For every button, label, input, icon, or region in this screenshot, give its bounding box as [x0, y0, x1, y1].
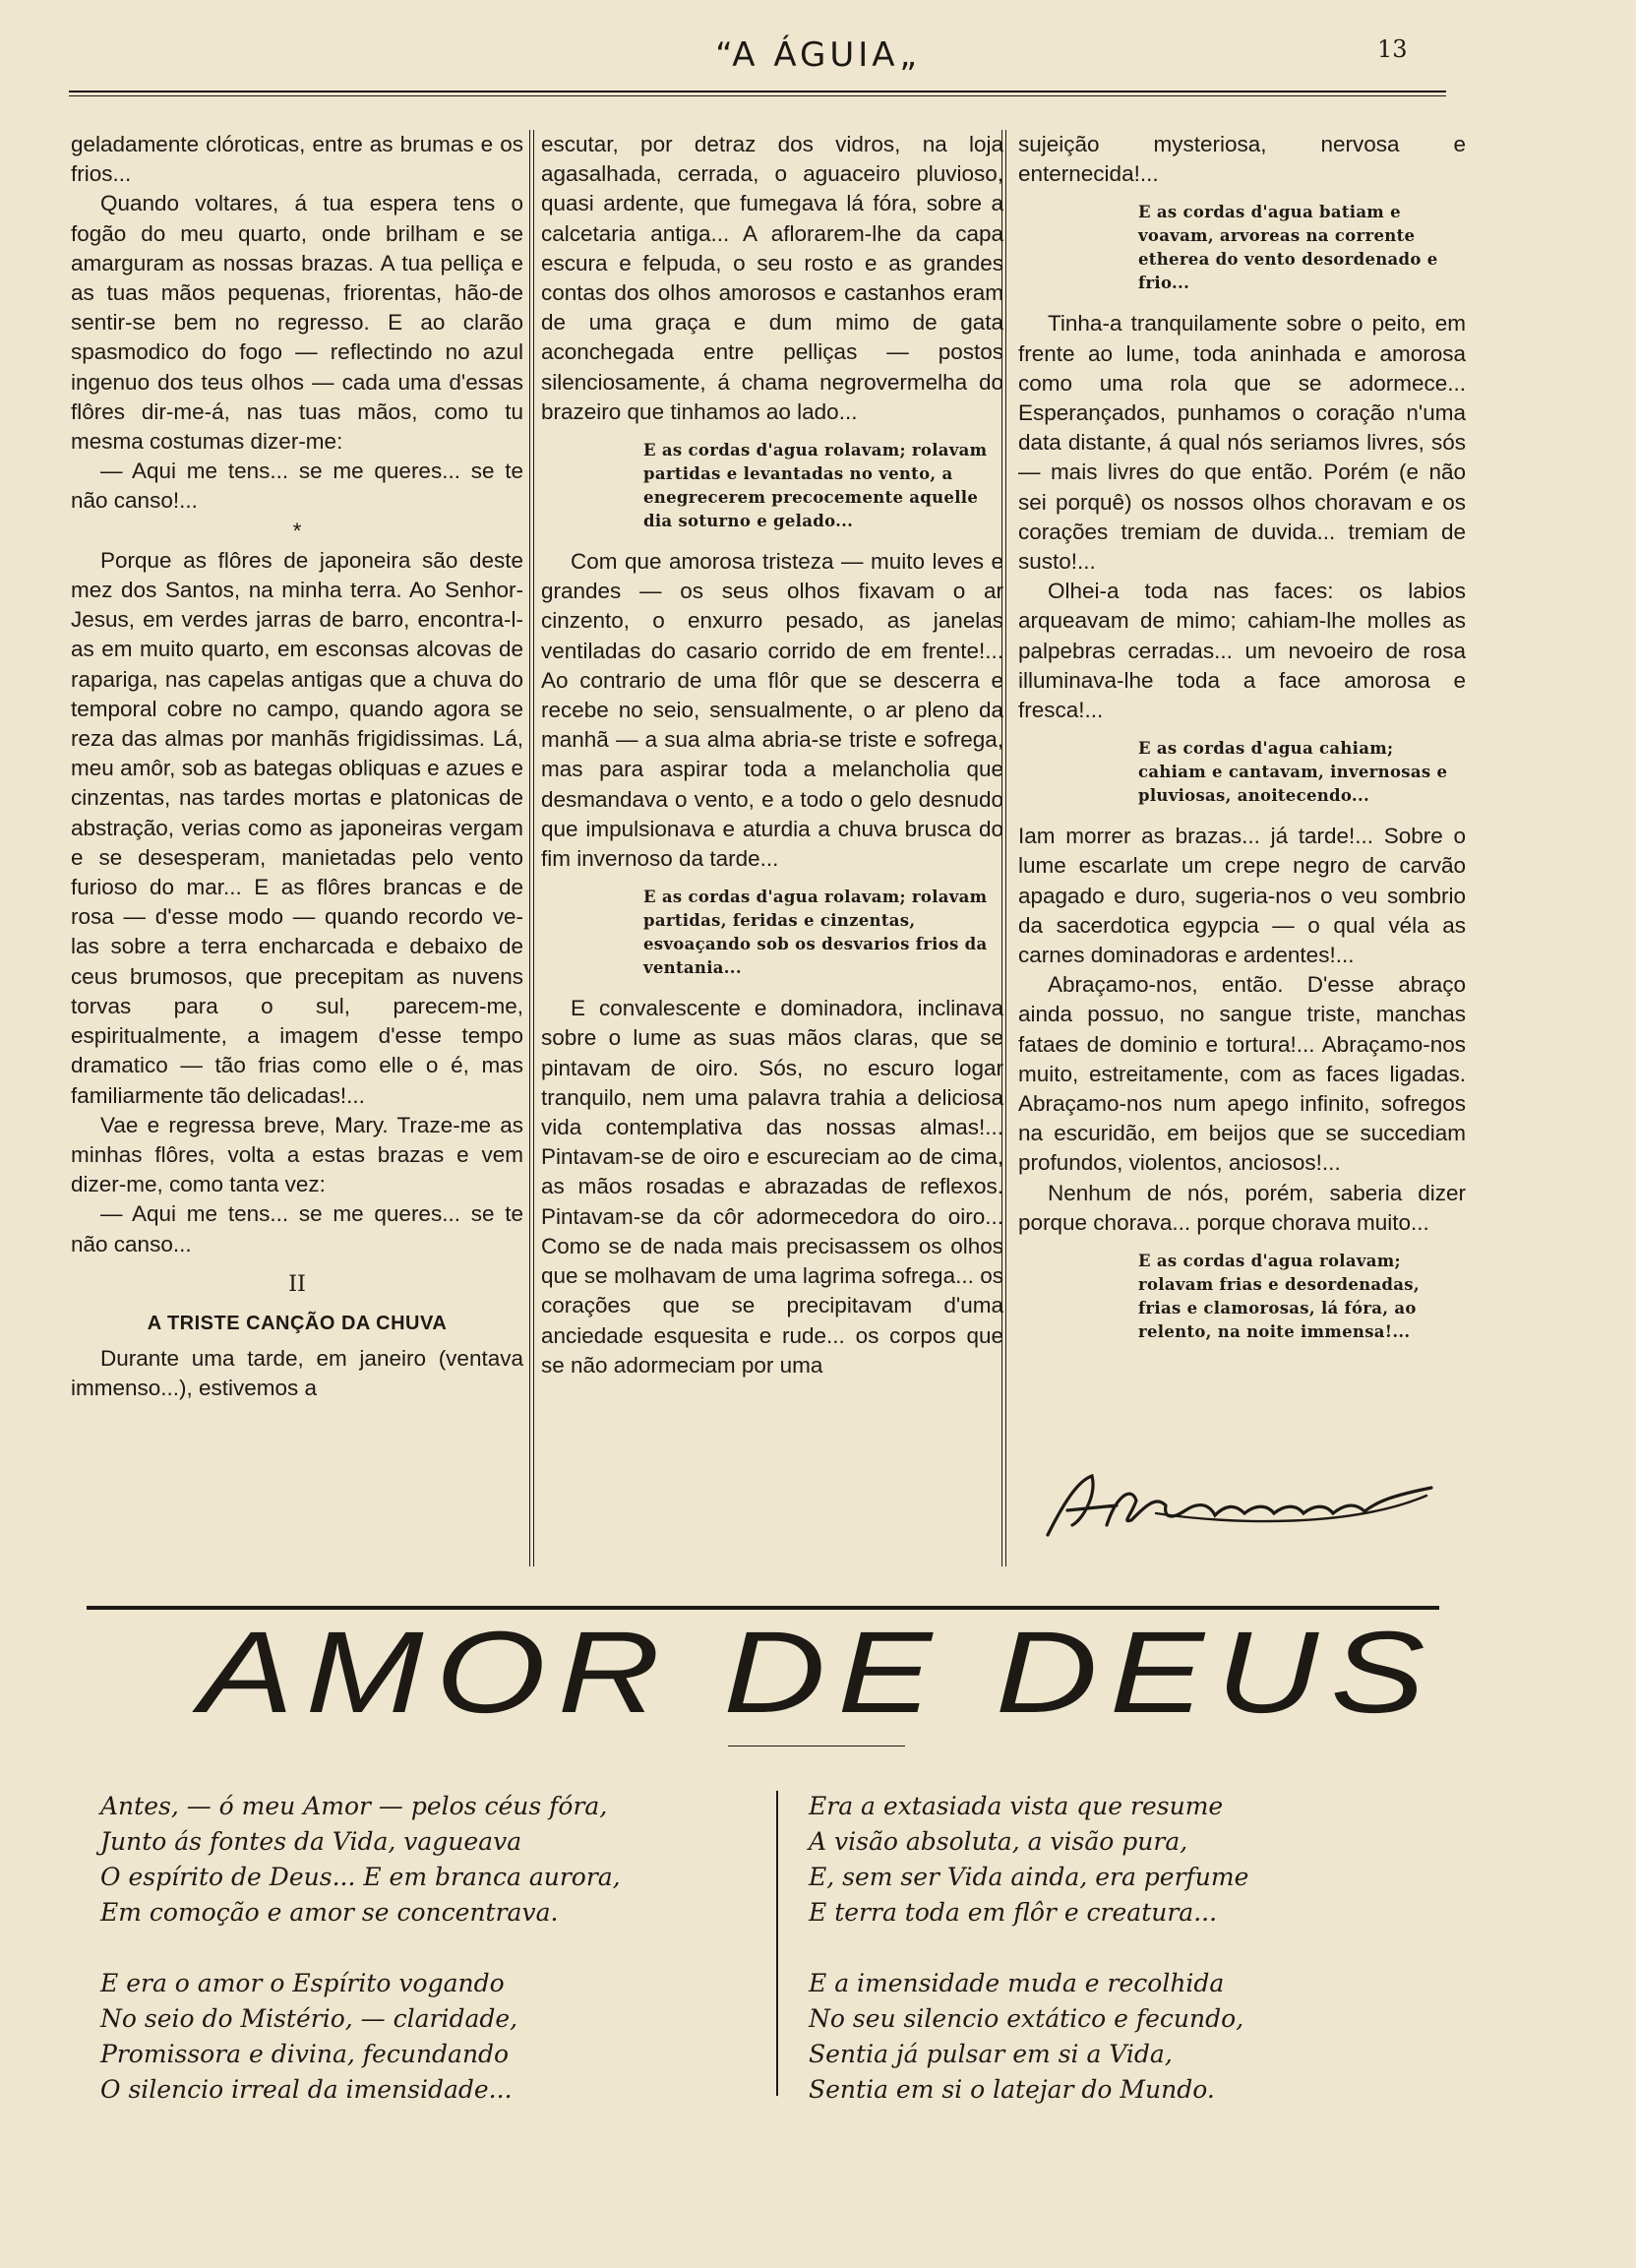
verse-line: Antes, — ó meu Amor — pelos céus fóra, — [100, 1792, 608, 1820]
poem-column-right — [809, 1789, 1248, 2143]
refrain: E as cordas d'agua rolavam; rolavam frias e desordenadas, frias e clamorosas, lá fóra, ao relento, na noite immensa!... — [1138, 1252, 1420, 1342]
verse-line: Sentia já pulsar em si a Vida, — [809, 2040, 1173, 2068]
verse-line: E terra toda em flôr e creatura... — [809, 1898, 1218, 1927]
poem-title: AMOR DE DEUS — [199, 1608, 1437, 1738]
refrain: E as cordas d'agua rolavam; rolavam partidas, feridas e cinzentas, esvoaçando sob os desvarios frios da ventania... — [643, 888, 988, 978]
verse-line: Junto ás fontes da Vida, vagueava — [100, 1827, 522, 1856]
refrain: E as cordas d'agua cahiam; cahiam e cantavam, invernosas e pluviosas, anoitecendo... — [1138, 739, 1448, 806]
section-title: A TRISTE CANÇÃO DA CHUVA — [147, 1312, 448, 1334]
stanza — [809, 1789, 1248, 1931]
verse-line: O silencio irreal da imensidade... — [100, 2075, 513, 2104]
verse-line: O espírito de Deus... E em branca aurora, — [100, 1863, 621, 1891]
asterism: * — [292, 518, 302, 543]
refrain: E as cordas d'agua batiam e voavam, arvoreas na corrente etherea do vento desordenado e frio... — [1138, 203, 1438, 293]
paragraph: Iam morrer as brazas... já tarde!... Sobre o lume escarlate um crepe negro de carvão apagado e duro, sugeria-nos o veu sombrio da sacerdotica egypcia — o qual véla as carnes dominadoras e ardentes!... — [1018, 824, 1466, 968]
page-number: 13 — [1377, 35, 1408, 63]
paragraph: Tinha-a tranquilamente sobre o peito, em frente ao lume, toda aninhada e amorosa como uma rola que se adormece... Esperançados, punhamos o coração n'uma data distante, á qual nós seriamos livres, sós — mais livres do que então. Porém (e não sei porquê) os nossos olhos choravam e os corações tremiam de duvida... tremiam de susto!... — [1018, 311, 1466, 575]
paragraph: Abraçamo-nos, então. D'esse abraço ainda possuo, no sangue triste, manchas fataes de dominio e tortura!... Abraçamo-nos muito, estreitamente, com as faces ligadas. Abraçamo-nos num apego infinito, sofregos na escuridão, em beijos que se succediam profundos, violentos, anciosos!... — [1018, 972, 1466, 1176]
paragraph: — Aqui me tens... se me queres... se te não canso... — [71, 1201, 523, 1257]
paragraph: Quando voltares, á tua espera tens o fogão do meu quarto, onde brilham e se amarguram as nossas brazas. A tua pelliça e as tuas mãos pequenas, friorentas, hão-de sentir-se bem no regresso. E ao clarão spasmodico do fogo — reflectindo no azul ingenuo dos teus olhos — cada uma d'essas flôres dir-me-á, nas tuas mãos, como tu mesma costumas dizer-me: — [71, 191, 523, 455]
verse-line: Sentia em si o latejar do Mundo. — [809, 2075, 1215, 2104]
poem-column-left — [100, 1789, 621, 2143]
poem-column-divider — [776, 1791, 778, 2096]
paragraph: Nenhum de nós, porém, saberia dizer porque chorava... porque chorava muito... — [1018, 1180, 1466, 1235]
paragraph: E convalescente e dominadora, inclinava sobre o lume as suas mãos claras, que se pintavam de oiro. Sós, no escuro logar tranquilo, nem uma palavra trahia a deliciosa vida contemplativa das nossas almas!... Pintavam-se de oiro e escureciam ao de cima, as mãos rosadas e abrazadas de reflexos. Pintavam-se da côr adormecedora do oiro... Como se de nada mais precisassem os olhos que se molhavam de uma lagrima sofrega... os corações que se precipitavam d'uma anciedade esquesita e rude... os corpos que se não adormeciam por uma — [541, 996, 1003, 1378]
running-head: “A ÁGUIA„ — [715, 35, 921, 75]
paragraph: geladamente clóroticas, entre as brumas e os frios... — [71, 132, 523, 187]
section-number: II — [288, 1270, 306, 1297]
verse-line: E, sem ser Vida ainda, era perfume — [809, 1863, 1249, 1891]
paragraph: Durante uma tarde, em janeiro (ventava immenso...), estivemos a — [71, 1346, 523, 1401]
stanza — [100, 1966, 621, 2108]
paragraph: Com que amorosa tristeza — muito leves e grandes — os seus olhos fixavam o ar cinzento, o enxurro pesado, as janelas ventiladas do casario corrido de em frente!... Ao contrario de uma flôr que se descerra e recebe no seio, sensualmente, o ar pleno da manhã — a sua alma abria-se triste e sofrega, mas para aspirar toda a melancholia que desmandava o vento, e a todo o gelo desnudo que impulsionava e aturdia a chuva brusca do fim invernoso da tarde... — [541, 549, 1003, 872]
paragraph: sujeição mysteriosa, nervosa e enternecida!... — [1018, 132, 1466, 187]
stanza — [809, 1966, 1248, 2108]
verse-line: E a imensidade muda e recolhida — [809, 1969, 1225, 1997]
stanza — [100, 1789, 621, 1931]
verse-line: Era a extasiada vista que resume — [809, 1792, 1224, 1820]
verse-line: No seu silencio extático e fecundo, — [809, 2004, 1244, 2033]
verse-line: Em comoção e amor se concentrava. — [100, 1898, 559, 1927]
paragraph: escutar, por detraz dos vidros, na loja agasalhada, cerrada, o aguaceiro pluvioso, quasi ardente, que fumegava lá fóra, sobre a calcetaria antiga... A aflorarem-lhe da capa escura e felpuda, o seu rosto e as grandes contas dos olhos amorosos e castanhos eram de uma graça e dum mimo de gata aconchegada entre pelliças — postos silenciosamente, á chama negrovermelha do brazeiro que tinhamos ao lado... — [541, 132, 1003, 424]
text-column-3 — [1018, 130, 1466, 1566]
author-signature — [1038, 1466, 1451, 1545]
paragraph: Porque as flôres de japoneira são deste mez dos Santos, na minha terra. Ao Senhor-Jesus, em verdes jarras de barro, encontra-l-as em muito quarto, em esconsas alcovas de rapariga, nas capelas antigas que a chuva do temporal cobre no campo, quando agora se reza das almas por manhãs frigidissimas. Lá, meu amôr, sob as bategas obliquas e azues e cinzentas, nas tardes mortas e platonicas de abstração, verias como as japoneiras vergam e se desesperam, manietadas pelo vento furioso do mar... E as flôres brancas e de rosa — d'esse modo — quando recordo ve-las sobre a terra encharcada e debaixo de ceus brumosos, que precepitam as nuvens torvas para o sul, parecem-me, espiritualmente, a imagem d'esse tempo dramatico — tão frias como elle o é, mas familiarmente tão delicadas!... — [71, 547, 523, 1108]
refrain: E as cordas d'agua rolavam; rolavam partidas e levantadas no vento, a enegrecerem precocemente aquelle dia soturno e gelado... — [643, 441, 988, 531]
verse-line: Promissora e divina, fecundando — [100, 2040, 510, 2068]
verse-line: No seio do Mistério, — claridade, — [100, 2004, 518, 2033]
text-column-2 — [541, 130, 1003, 1566]
header-rule — [69, 91, 1446, 96]
verse-line: A visão absoluta, a visão pura, — [809, 1827, 1188, 1856]
text-column-1 — [71, 130, 523, 1566]
title-underline — [728, 1746, 905, 1747]
paragraph: Vae e regressa breve, Mary. Traze-me as minhas flôres, volta a estas brazas e vem dizer-me, como tanta vez: — [71, 1112, 523, 1197]
paragraph: — Aqui me tens... se me queres... se te não canso!... — [71, 459, 523, 514]
paragraph: Olhei-a toda nas faces: os labios arqueavam de mimo; cahiam-lhe molles as palpebras cerradas... um nevoeiro de rosa illuminava-lhe toda a face amorosa e fresca!... — [1018, 579, 1466, 723]
verse-line: E era o amor o Espírito vogando — [100, 1969, 505, 1997]
